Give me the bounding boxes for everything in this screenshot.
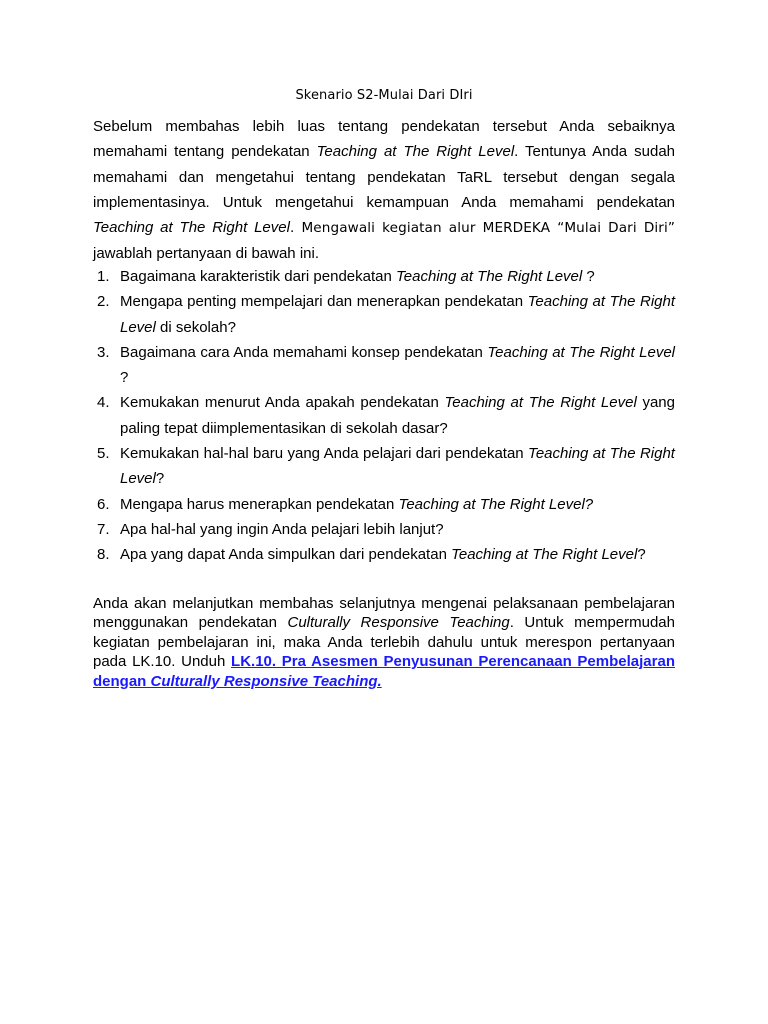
- question-item: [93, 289, 675, 340]
- question-emphasis: Teaching at The Right Level: [487, 343, 675, 361]
- intro-paragraph: [93, 114, 675, 267]
- intro-text-3: . Mengawali kegiatan alur MERDEKA “Mulai Dari Diri”: [289, 220, 675, 237]
- question-text: Kemukakan menurut Anda apakah pendekatan: [120, 394, 445, 412]
- intro-emphasis-1: Teaching at The Right Level: [316, 143, 515, 161]
- intro-text-4: jawablah pertanyaan di bawah ini.: [93, 245, 319, 263]
- question-list: [93, 264, 675, 568]
- intro-text-2: . Tentunya Anda sudah memahami dan mengetahui tentang pendekatan TaRL tersebut dengan segala implementasinya. Untuk mengetahui kemampuan Anda memahami pendekatan: [93, 143, 675, 211]
- document-title: Skenario S2-Mulai Dari DIri: [295, 88, 473, 103]
- question-item: [93, 264, 675, 289]
- question-suffix: yang paling tepat diimplementasikan di sekolah dasar?: [120, 394, 675, 437]
- intro-emphasis-2: Teaching at The Right Level: [93, 219, 290, 237]
- question-emphasis: Teaching at The Right Level: [451, 546, 638, 564]
- question-suffix: di sekolah?: [155, 318, 236, 336]
- question-item: [93, 542, 675, 567]
- question-number: 1.: [97, 268, 110, 285]
- question-number: 5.: [97, 445, 110, 463]
- question-number: 2.: [97, 293, 110, 311]
- outro-text-1: Anda akan melanjutkan membahas selanjutnya mengenai pelaksanaan pembelajaran menggunakan pendekatan: [93, 595, 675, 632]
- question-emphasis: Teaching at The Right Level: [444, 394, 637, 412]
- outro-paragraph: [93, 594, 675, 691]
- question-emphasis: Teaching at The Right Level: [120, 293, 675, 336]
- outro-text-2: . Untuk mempermudah kegiatan pembelajaran ini, maka Anda terlebih dahulu untuk merespon pertanyaan pada LK.10. Unduh: [93, 614, 675, 671]
- question-text: Kemukakan hal-hal baru yang Anda pelajari dari pendekatan: [120, 445, 529, 463]
- question-emphasis: Teaching at The Right Level: [396, 268, 583, 285]
- question-text: Bagaimana cara Anda memahami konsep pendekatan: [120, 343, 488, 361]
- question-suffix: ?: [637, 546, 646, 564]
- question-text: Mengapa harus menerapkan pendekatan: [120, 495, 399, 513]
- question-text: Mengapa penting mempelajari dan menerapkan pendekatan: [120, 293, 528, 311]
- question-suffix: ?: [582, 268, 595, 285]
- lk10-link-emphasis: Culturally Responsive Teaching.: [150, 672, 382, 690]
- question-number: 8.: [97, 546, 110, 564]
- question-text: Apa hal-hal yang ingin Anda pelajari lebih lanjut?: [120, 520, 444, 538]
- question-item: [93, 492, 675, 517]
- question-number: 7.: [97, 520, 110, 538]
- question-number: 3.: [97, 343, 110, 361]
- question-item: [93, 390, 675, 441]
- question-text: Apa yang dapat Anda simpulkan dari pendekatan: [120, 546, 452, 564]
- question-item: [93, 517, 675, 542]
- question-emphasis: Teaching at The Right Level: [120, 445, 675, 488]
- question-suffix: ?: [120, 369, 129, 387]
- question-suffix: ?: [155, 470, 165, 488]
- outro-emphasis: Culturally Responsive Teaching: [287, 614, 510, 632]
- question-item: [93, 441, 675, 492]
- question-number: 6.: [97, 495, 110, 513]
- question-item: [93, 340, 675, 391]
- question-text: Bagaimana karakteristik dari pendekatan: [120, 268, 396, 285]
- intro-text-1: Sebelum membahas lebih luas tentang pendekatan tersebut Anda sebaiknya memahami tentang pendekatan: [93, 118, 675, 161]
- lk10-link-text: LK.10. Pra Asesmen Penyusunan Perencanaan Pembelajaran dengan: [93, 653, 675, 690]
- question-emphasis: Teaching at The Right Level?: [398, 495, 594, 513]
- question-number: 4.: [97, 394, 110, 412]
